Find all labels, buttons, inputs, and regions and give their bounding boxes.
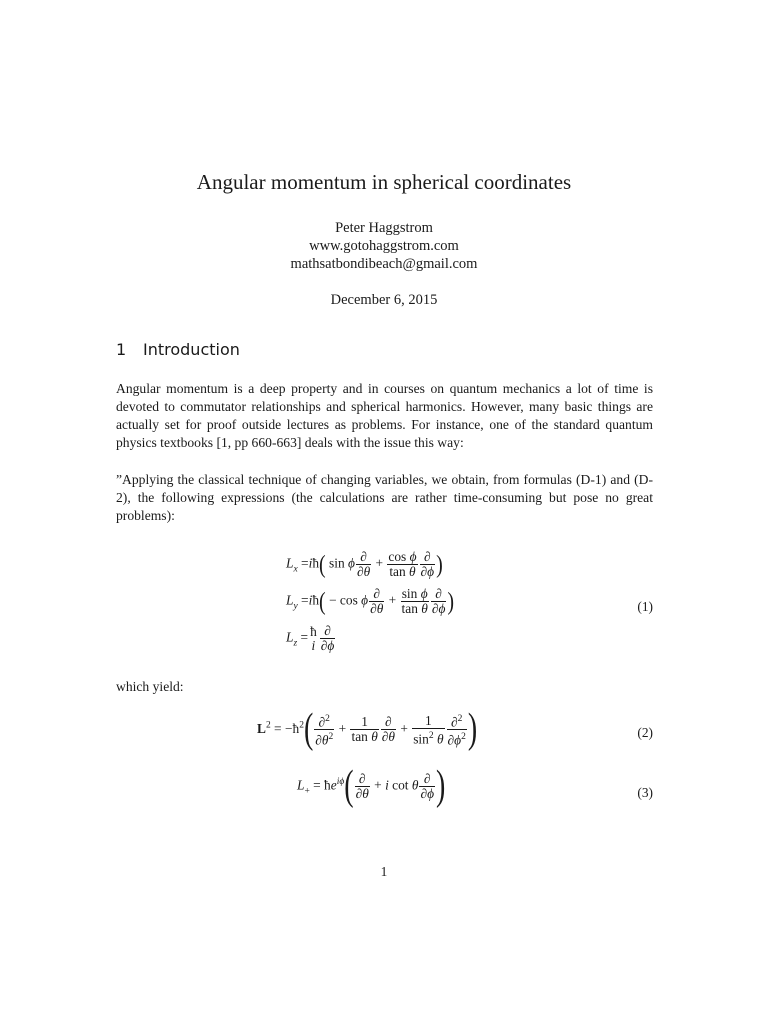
equation-lz: $L_z$ = ħ i $\frac{\partial}{\partial\phi}$ [286,623,335,653]
page-number: 1 [380,864,388,879]
equation-1-block [0,550,768,660]
equation-2-block [0,705,768,756]
equation-ly: $L_y$ =iħ( − cos ϕ $\frac{\partial}{\partial\theta}$ + $\frac{\text{sin ϕ}}{\text{tan θ}}$ $\frac{\partial}{\partial\phi}$ ) [286,586,455,616]
equation-3-block [0,762,768,816]
section-heading [116,340,240,359]
intro-paragraph: Angular momentum is a deep property and in courses on quantum mechanics a lot of time is devoted to commutator relationships and spherical harmonics. However, many basic things are actually set for proof outside lectures as problems. For instance, one of the standard quantum physics textbooks [1, pp 660-663] deals with the issue this way: [116,381,653,450]
section-title: Introduction [143,340,240,359]
quote-paragraph: ”Applying the classical technique of changing variables, we obtain, from formulas (D-1) and (D-2), the following expressions (the calculations are rather time-consuming but pose no great problems): [116,472,653,523]
author-email: mathsatbondibeach@gmail.com [290,256,478,272]
equation-number-1: (1) [637,599,653,614]
equation-number-2: (2) [637,725,653,740]
paper-title: Angular momentum in spherical coordinates [196,170,572,194]
equation-l-squared: $L^2$ = $-ħ^2$( $\frac{\partial^2}{\partial\theta^2}$ + $\frac{1}{\text{tan θ}}$ $\frac{\partial}{\partial\theta}$ + $\frac{1}{\sin^2 \theta}$ $\frac{\partial^2}{\partial\phi^2}$ ) [257,705,478,753]
paper-date: December 6, 2015 [330,292,438,308]
equation-lx: $L_x$ =iħ( sin ϕ $\frac{\partial}{\partial\theta}$ + $\frac{\text{cos ϕ}}{\text{tan θ}}$ $\frac{\partial}{\partial\phi}$ ) [286,549,443,579]
section-number: 1 [116,340,127,359]
equation-number-3: (3) [637,785,653,800]
equation-l-plus: $L_+$ = $ħe^{i\phi}$( $\frac{\partial}{\partial\theta}$ + i cot θ $\frac{\partial}{\partial\phi}$ ) [297,762,446,809]
author-website: www.gotohaggstrom.com [309,238,459,254]
which-yield-text: which yield: [116,679,184,694]
author-name: Peter Haggstrom [335,220,433,236]
